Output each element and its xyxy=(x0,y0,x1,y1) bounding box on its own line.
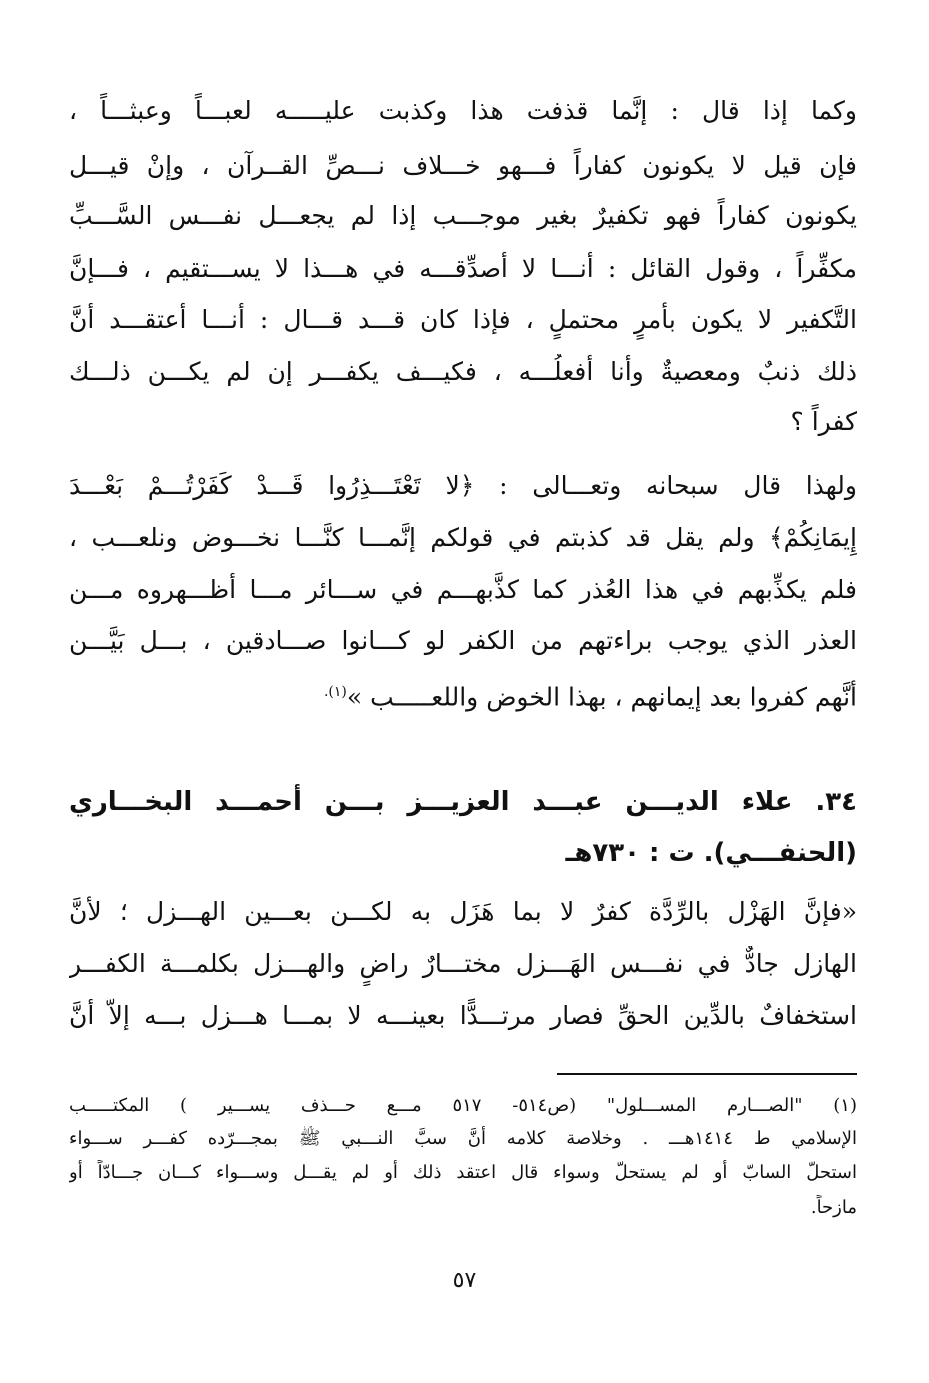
text-line: يكونون كفاراً فهو تكفيرٌ بغير موجـــب إذا لم يجعـــل نفـــس السَّـــبِّ xyxy=(69,201,857,230)
text-line: ذلك ذنبٌ ومعصيةٌ وأنا أفعلُـــه ، فكيـــف يكفـــر إن لم يكـــن ذلـــك xyxy=(69,357,857,386)
text-line: فلم يكذِّبهم في هذا العُذر كما كذَّبهـــم في ســـائر مـــا أظـــهروه مـــن xyxy=(69,575,857,604)
heading-line: (الحنفـــي). ت : ٧٣٠هـ xyxy=(565,838,857,868)
footnote-line: (١) "الصـــارم المســـلول" (ص٥١٤- ٥١٧ مـــع حـــذف يســـير ) المكتـــــب xyxy=(69,1095,857,1116)
footnote-line: مازحاً. xyxy=(810,1197,857,1218)
text-line: «فإنَّ الهَزْل بالرِّدَّة كفرٌ لا بما هَزَل به لكـــن بعـــين الهـــزل ؛ لأنَّ xyxy=(69,897,857,926)
text-line: فإن قيل لا يكونون كفاراً فـــهو خـــلاف نـــصِّ القــرآن ، وإنْ قيـــل xyxy=(69,151,857,180)
footnote-line: الإسلامي ط ١٤١٤هـــ . وخلاصة كلامه أنَّ سبَّ النـــبي ﷺ بمجـــرّده كفـــر ســـواء xyxy=(69,1128,857,1149)
page-number: ٥٧ xyxy=(452,1268,477,1293)
text-line: إِيمَانِكُمْ﴾ ولم يقل قد كذبتم في قولكم إنَّمـــا كنَّـــا نخـــوض ونلعـــب ، xyxy=(69,523,857,552)
heading-line: ٣٤. علاء الديـــن عبـــد العزيـــز بـــن أحمـــد البخـــاري xyxy=(69,787,857,817)
text-line xyxy=(69,674,857,714)
text-line: العذر الذي يوجب براءتهم من الكفر لو كـــانوا صـــادقين ، بـــل بَيَّـــن xyxy=(69,626,857,655)
text-line: وكما إذا قال : إنَّما قذفت هذا وكذبت عليـــــه لعبـــاً وعبثـــاً ، xyxy=(69,96,857,125)
footnote-line: استحلّ السابّ أو لم يستحلّ وسواء قال اعتقد ذلك أو لم يقـــل وســـواء كـــان جـــادّاً أو xyxy=(69,1162,857,1183)
footnote-ref: (١). xyxy=(323,684,347,700)
text-segment: أنَّهم كفروا بعد إيمانهم ، بهذا الخوض واللعـــــب » xyxy=(346,682,857,712)
text-line: التَّكفير لا يكون بأمرٍ محتملٍ ، فإذا كان قـــد قـــال : أنـــا أعتقـــد أنَّ xyxy=(69,305,857,334)
text-line: كفراً ؟ xyxy=(790,407,857,436)
footnote-separator xyxy=(557,1073,857,1075)
text-line: مكفِّراً ، وقول القائل : أنـــا لا أصدِّقـــه في هـــذا لا يســـتقيم ، فـــإنَّ xyxy=(69,254,857,283)
text-line: الهازل جادٌّ في نفـــس الهَـــزل مختـــارٌ راضٍ والهـــزل بكلمـــة الكفـــر xyxy=(69,949,857,978)
text-line: ولهذا قال سبحانه وتعـــالى : ﴿لا تَعْتَـــذِرُوا قَـــدْ كَفَرْتُـــمْ بَعْـــدَ xyxy=(69,471,857,500)
text-line: استخفافٌ بالدِّين الحقِّ فصار مرتـــدًّا بعينـــه لا بمـــا هـــزل بـــه إلاَّ أنَّ xyxy=(69,1001,857,1030)
